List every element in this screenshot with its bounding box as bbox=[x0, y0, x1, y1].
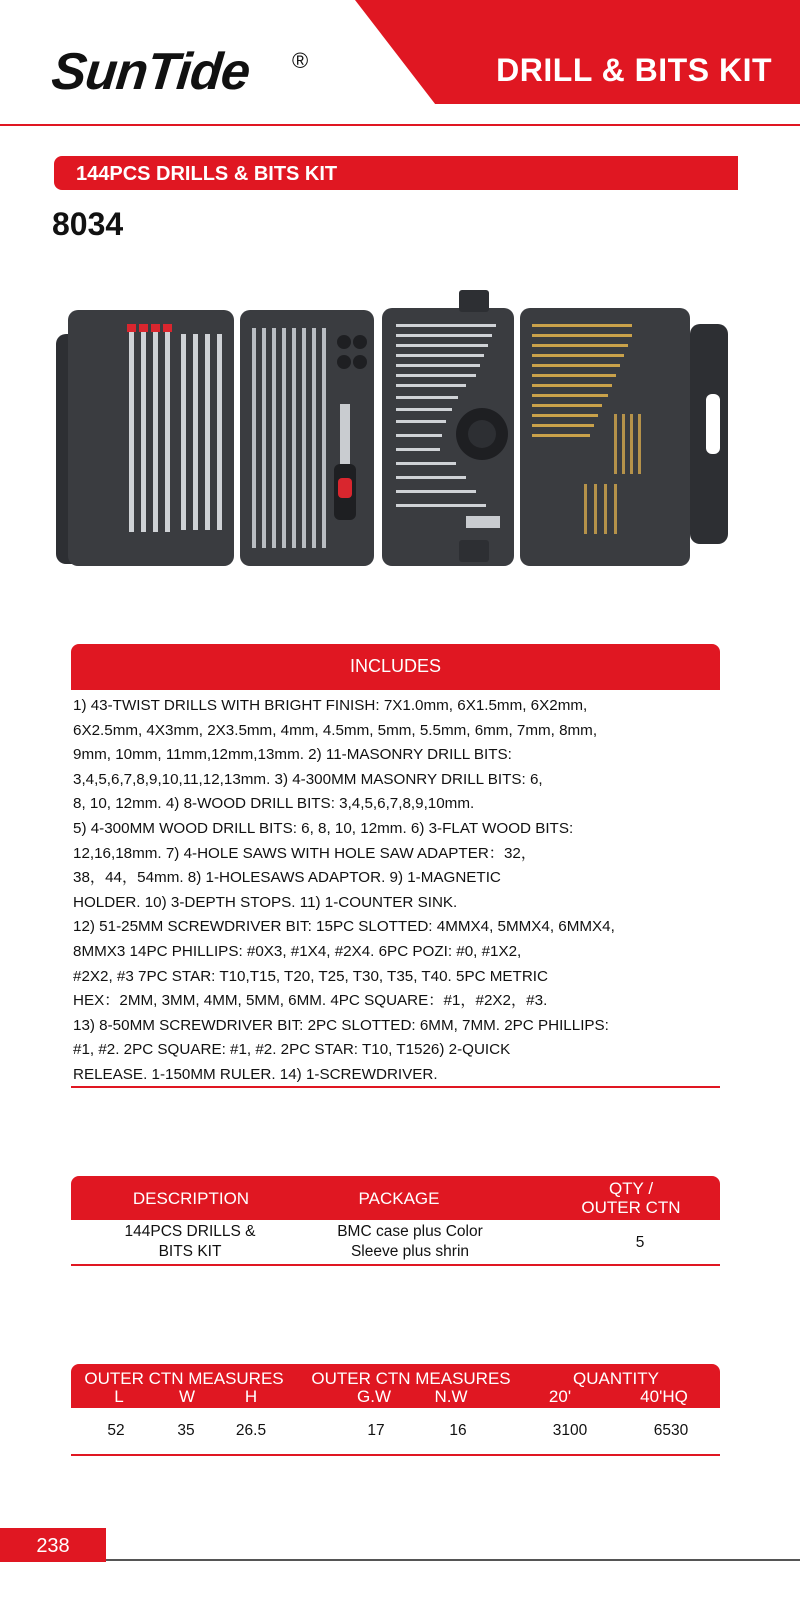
measures-table-header bbox=[71, 1364, 720, 1408]
includes-line: 12,16,18mm. 7) 4-HOLE SAWS WITH HOLE SAW ADAPTER：32， bbox=[73, 844, 537, 862]
includes-line: HOLDER. 10) 3-DEPTH STOPS. 11) 1-COUNTER SINK. bbox=[73, 893, 458, 911]
includes-list bbox=[73, 694, 723, 1088]
header-w: W bbox=[178, 1387, 196, 1406]
header-qty-line1: QTY / bbox=[608, 1179, 654, 1198]
header-description: DESCRIPTION bbox=[132, 1189, 250, 1208]
header-divider bbox=[0, 124, 800, 126]
model-number: 8034 bbox=[52, 206, 124, 242]
page-number: 238 bbox=[36, 1535, 70, 1557]
includes-divider bbox=[71, 1086, 720, 1088]
product-title-bar bbox=[54, 156, 738, 190]
cell-20ft: 3100 bbox=[552, 1422, 588, 1439]
header-outer-ctn-measures: OUTER CTN MEASURES bbox=[84, 1369, 284, 1388]
includes-line: 6X2.5mm, 4X3mm, 2X3.5mm, 4mm, 4.5mm, 5mm, 5.5mm, 6mm, 7mm, 8mm, bbox=[73, 721, 598, 739]
package-table-divider bbox=[71, 1264, 720, 1266]
cell-nw: 16 bbox=[449, 1422, 467, 1439]
includes-line: 8MMX3 14PC PHILLIPS: #0X3, #1X4, #2X4. 6PC POZI: #0, #1X2, bbox=[73, 942, 522, 960]
includes-line: 13) 8-50MM SCREWDRIVER BIT: 2PC SLOTTED: 6MM, 7MM. 2PC PHILLIPS: bbox=[73, 1016, 609, 1034]
package-table-header bbox=[71, 1176, 720, 1220]
registered-mark: ® bbox=[292, 48, 309, 73]
includes-line: 5) 4-300MM WOOD DRILL BITS: 6, 8, 10, 12mm. 6) 3-FLAT WOOD BITS: bbox=[73, 819, 574, 837]
header-nw: N.W bbox=[434, 1387, 468, 1406]
includes-line: HEX：2MM, 3MM, 4MM, 5MM, 6MM. 4PC SQUARE：#1，#2X2，#3. bbox=[73, 992, 548, 1010]
brand-logo: SunTide bbox=[48, 43, 253, 101]
includes-line: #2X2, #3 7PC STAR: T10,T15, T20, T25, T30, T35, T40. 5PC METRIC bbox=[73, 967, 548, 985]
header-20ft: 20' bbox=[548, 1387, 572, 1406]
row-package-line1: BMC case plus Color bbox=[337, 1223, 483, 1240]
header-40hq: 40'HQ bbox=[640, 1387, 688, 1406]
header-l: L bbox=[114, 1387, 124, 1406]
product-photo bbox=[54, 284, 736, 584]
cell-h: 26.5 bbox=[235, 1422, 267, 1439]
includes-line: 38，44，54mm. 8) 1-HOLESAWS ADAPTOR. 9) 1-MAGNETIC bbox=[73, 869, 501, 887]
includes-line: 12) 51-25MM SCREWDRIVER BIT: 15PC SLOTTED: 4MMX4, 5MMX4, 6MMX4, bbox=[73, 918, 615, 936]
cell-gw: 17 bbox=[367, 1422, 385, 1439]
header-quantity: QUANTITY bbox=[573, 1369, 659, 1388]
row-qty: 5 bbox=[635, 1234, 645, 1251]
product-title: 144PCS DRILLS & BITS KIT bbox=[76, 163, 338, 185]
page-number-box bbox=[0, 1528, 106, 1562]
measures-table-divider bbox=[71, 1454, 720, 1456]
row-package-line2: Sleeve plus shrin bbox=[350, 1243, 470, 1260]
includes-line: 1) 43-TWIST DRILLS WITH BRIGHT FINISH: 7X1.0mm, 6X1.5mm, 6X2mm, bbox=[73, 697, 588, 714]
includes-title: INCLUDES bbox=[349, 656, 442, 676]
includes-line: RELEASE. 1-150MM RULER. 14) 1-SCREWDRIVER. bbox=[73, 1065, 438, 1083]
cell-w: 35 bbox=[177, 1422, 195, 1439]
includes-header bbox=[71, 644, 720, 690]
header-title: DRILL & BITS KIT bbox=[496, 52, 772, 88]
header-h: H bbox=[244, 1387, 258, 1406]
header-package: PACKAGE bbox=[358, 1189, 440, 1208]
includes-line: 8, 10, 12mm. 4) 8-WOOD DRILL BITS: 3,4,5,6,7,8,9,10mm. bbox=[73, 795, 475, 813]
includes-line: #1, #2. 2PC SQUARE: #1, #2. 2PC STAR: T10, T1526) 2-QUICK bbox=[73, 1041, 511, 1059]
header-gw: G.W bbox=[357, 1387, 391, 1406]
footer-divider bbox=[106, 1559, 800, 1561]
cell-l: 52 bbox=[107, 1422, 125, 1439]
cell-40hq: 6530 bbox=[653, 1422, 689, 1439]
row-description-line2: BITS KIT bbox=[158, 1243, 222, 1260]
row-description-line1: 144PCS DRILLS & bbox=[124, 1223, 256, 1240]
includes-line: 3,4,5,6,7,8,9,10,11,12,13mm. 3) 4-300MM MASONRY DRILL BITS: 6, bbox=[73, 770, 543, 788]
header-outer-ctn-weights: OUTER CTN MEASURES bbox=[311, 1369, 511, 1388]
includes-line: 9mm, 10mm, 11mm,12mm,13mm. 2) 11-MASONRY DRILL BITS: bbox=[73, 746, 512, 764]
header-qty-line2: OUTER CTN bbox=[581, 1198, 681, 1217]
